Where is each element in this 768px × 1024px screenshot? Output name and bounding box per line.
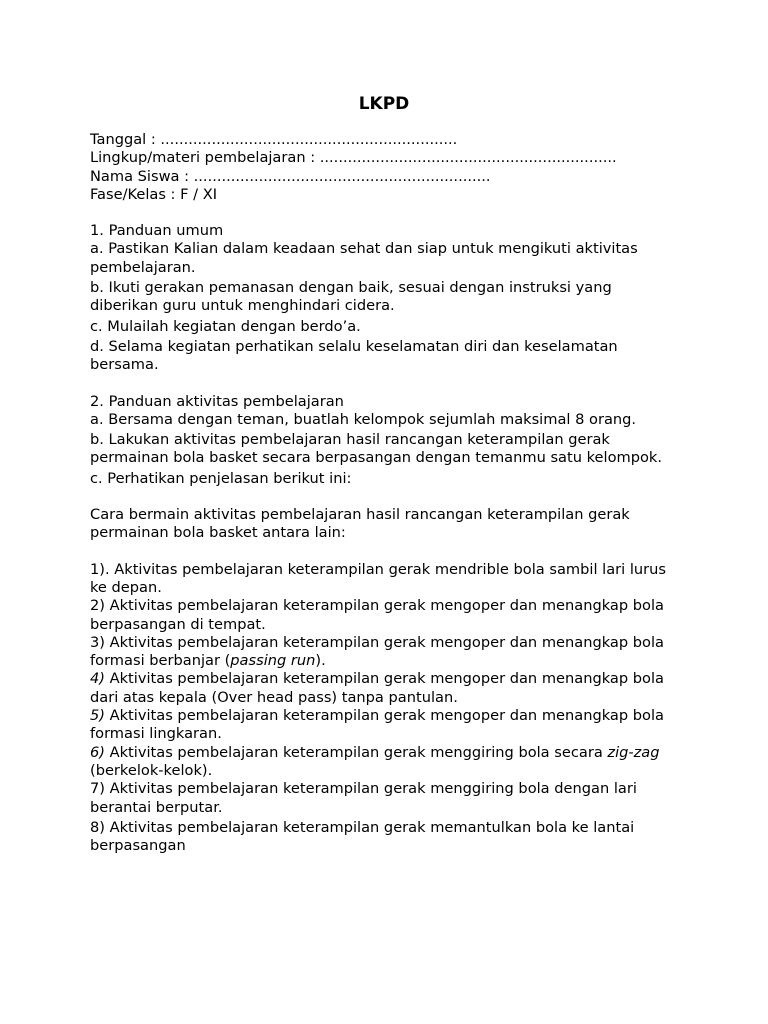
list-item-4-text: Aktivitas pembelajaran keterampilan gerak mengoper dan menangkap bola dari atas kepala (Over head pass) tanpa pantulan. [90,670,664,706]
list-item-5-text: Aktivitas pembelajaran keterampilan gerak mengoper dan menangkap bola formasi lingkaran. [90,707,664,743]
document-body [90,131,680,855]
section-1-item-a: a. Pastikan Kalian dalam keadaan sehat dan siap untuk mengikuti aktivitas pembelajaran. [90,240,638,276]
list-item-6 [90,744,680,781]
field-tanggal: Tanggal : ................................................................ [90,131,458,148]
section-1-item-b: b. Ikuti gerakan pemanasan dengan baik, sesuai dengan instruksi yang diberikan guru untuk menghindari cidera. [90,279,612,315]
list-item-3-emphasis: passing run [230,652,316,670]
field-fase-kelas: Fase/Kelas : F / XI [90,185,218,203]
list-item-6-number: 6) [90,743,105,761]
list-item-2: 2) Aktivitas pembelajaran keterampilan gerak mengoper dan menangkap bola berpasangan di tempat. [90,597,664,633]
section-2-heading: 2. Panduan aktivitas pembelajaran [90,392,344,410]
section-1-heading: 1. Panduan umum [90,222,224,240]
list-item-5 [90,707,680,744]
section-2-item-b: b. Lakukan aktivitas pembelajaran hasil rancangan keterampilan gerak permainan bola basket secara berpasangan dengan temanmu satu kelompok. [90,431,663,467]
list-item-8: 8) Aktivitas pembelajaran keterampilan gerak memantulkan bola ke lantai berpasangan [90,818,635,855]
intro-paragraph: Cara bermain aktivitas pembelajaran hasil rancangan keterampilan gerak permainan bola basket antara lain: [90,506,630,542]
list-item-4 [90,670,680,707]
list-item-5-number: 5) [90,707,105,725]
section-2-item-a: a. Bersama dengan teman, buatlah kelompok sejumlah maksimal 8 orang. [90,410,637,428]
section-1-item-c: c. Mulailah kegiatan dengan berdo’a. [90,317,361,335]
list-item-6-end: (berkelok-kelok). [90,761,213,779]
list-item-6-text: Aktivitas pembelajaran keterampilan gerak menggiring bola secara [104,743,608,761]
section-2-item-c: c. Perhatikan penjelasan berikut ini: [90,469,352,487]
list-item-6-emphasis: zig-zag [607,743,660,761]
list-item-3-end: ). [315,652,326,670]
field-nama-siswa: Nama Siswa : ................................................................ [90,167,491,185]
list-item-3 [90,634,680,671]
list-item-3-text: 3) Aktivitas pembelajaran keterampilan gerak mengoper dan menangkap bola formasi berbanjar ( [90,633,664,670]
list-item-4-number: 4) [90,670,105,688]
document-title: LKPD [358,94,410,114]
list-item-7: 7) Aktivitas pembelajaran keterampilan gerak menggiring bola dengan lari berantai berputar. [90,780,637,816]
section-1-item-d: d. Selama kegiatan perhatikan selalu keselamatan diri dan keselamatan bersama. [90,337,618,374]
list-item-1: 1). Aktivitas pembelajaran keterampilan gerak mendrible bola sambil lari lurus ke depan. [90,560,666,596]
field-lingkup: Lingkup/materi pembelajaran : ................................................................ [90,149,617,167]
